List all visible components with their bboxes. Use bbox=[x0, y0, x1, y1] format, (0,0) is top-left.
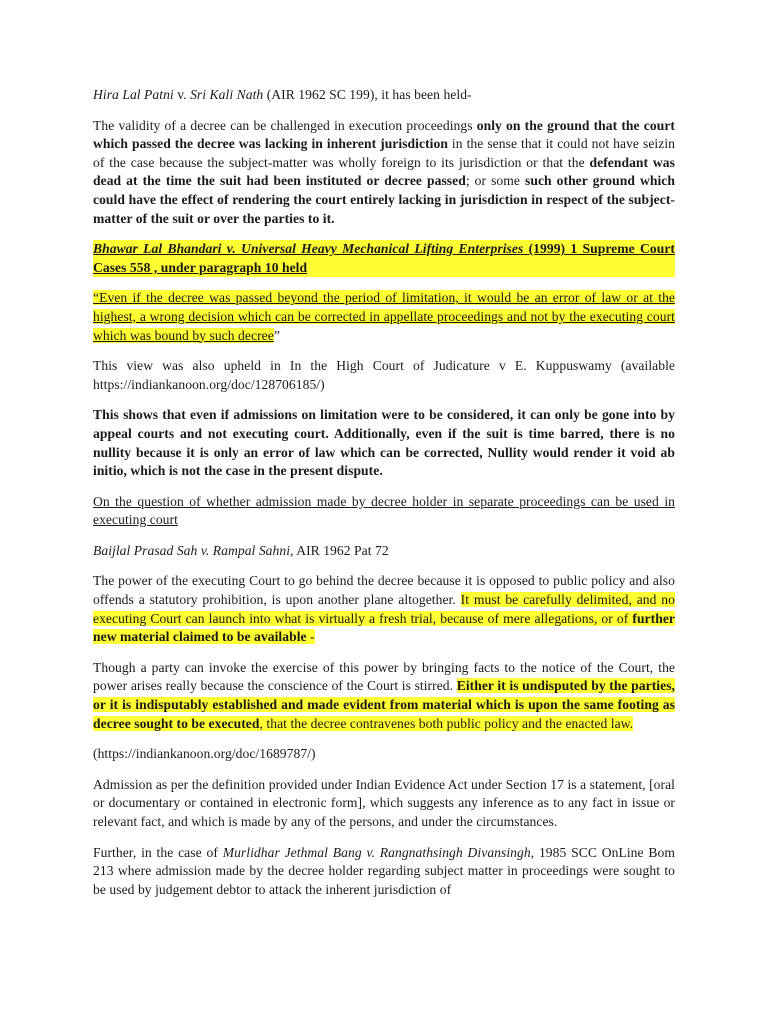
paragraph-quote-limitation bbox=[93, 289, 675, 345]
quote-text: Even if the decree was passed beyond the period of limitation, it would be an error of law or at the highest, a wrong decision which can be corrected in appellate proceedings and not by the executing court which was bound by such decree bbox=[93, 290, 675, 343]
paragraph-conscience-of-court bbox=[93, 659, 675, 733]
text-segment: Though a party can invoke the exercise of this power by bringing facts to the notice of the Court, the power arises really because the conscience of the Court is stirred. bbox=[93, 659, 675, 694]
highlighted-bold-segment: further new material claimed to be available bbox=[93, 610, 675, 645]
bold-segment: only on the ground that the court which passed the decree was lacking in inherent jurisdiction bbox=[93, 117, 675, 152]
case-name: Hira Lal Patni bbox=[93, 87, 174, 102]
case-name: Murlidhar Jethmal Bang v. Rangnathsingh Divansingh bbox=[222, 844, 531, 860]
paragraph-admission-definition bbox=[93, 776, 675, 832]
citation: (AIR 1962 SC 199), it has been held- bbox=[263, 87, 472, 102]
text-segment: Further, in the case of bbox=[93, 844, 223, 860]
text-segment: , 1985 SCC OnLine Bom 213 where admission made by the decree holder regarding subject matter in proceedings were sought to be used by judgement debtor to attack the inherent jurisdiction of bbox=[93, 844, 675, 897]
highlighted-segment: , that the decree contravenes both public policy and the enacted law. bbox=[259, 715, 634, 731]
paragraph-bhawar-lal-bhandari bbox=[93, 240, 675, 277]
versus: v. bbox=[173, 87, 191, 102]
paragraph-murlidhar-case bbox=[93, 844, 675, 900]
text-segment: Admission as per the definition provided under Indian Evidence Act under Section 17 is a statement, [oral or documentary or contained in electronic form], which suggests any inference as to any fact in issue or relevant fact, and which is made by any of the persons, and under the circumstances. bbox=[93, 776, 675, 829]
paragraph-baijlal-prasad bbox=[93, 542, 675, 561]
paragraph-question-heading bbox=[93, 493, 675, 530]
citation: (1999) 1 Supreme Court Cases 558 , under paragraph 10 held bbox=[93, 241, 675, 275]
text-segment: On the question of whether admission made by decree holder in separate proceedings can be used in executing court bbox=[93, 493, 675, 528]
case-name: Baijlal Prasad Sah v. Rampal Sahni, bbox=[93, 542, 294, 558]
case-party: Sri Kali Nath bbox=[190, 87, 264, 102]
paragraph-nullity-argument bbox=[93, 406, 675, 480]
text-segment: ; or some bbox=[465, 173, 525, 189]
text-segment: in the sense that it could not have seizin of the case because the subject-matter was wholly foreign to its jurisdiction or that the bbox=[93, 136, 675, 170]
highlighted-segment: It must be carefully delimited, and no executing Court can launch into what is virtually a fresh trial, because of mere allegations, or of bbox=[93, 592, 675, 626]
paragraph-kuppuswamy bbox=[93, 357, 675, 394]
bold-segment: such other ground which could have the effect of rendering the court entirely lacking in jurisdiction in respect of the subject-matter of the suit or over the parties to it. bbox=[93, 173, 675, 226]
highlighted-segment: - bbox=[306, 629, 315, 645]
text-segment: This shows that even if admissions on limitation were to be considered, it can only be gone into by appeal courts and not executing court. Additionally, even if the suit is time barred, there is no nullity because it is only an error of law which can be corrected, Nullity would render it void ab initio, which is not the case in the present dispute. bbox=[93, 407, 675, 479]
source-url[interactable]: (https://indiankanoon.org/doc/1689787/) bbox=[93, 746, 316, 762]
text-segment: The power of the executing Court to go behind the decree because it is opposed to public policy and also offends a statutory prohibition, is upon another plane altogether. bbox=[93, 573, 675, 608]
paragraph-executing-court-power bbox=[93, 572, 675, 646]
case-name: Bhawar Lal Bhandari v. Universal Heavy Mechanical Lifting Enterprises bbox=[93, 241, 524, 257]
paragraph-hira-lal-patni bbox=[93, 86, 675, 105]
quote-open: “ bbox=[93, 290, 100, 306]
text-segment: The validity of a decree can be challenged in execution proceedings bbox=[93, 117, 477, 133]
bold-segment: defendant was dead at the time the suit had been instituted or decree passed bbox=[93, 154, 675, 189]
quote-close: ” bbox=[273, 327, 280, 343]
citation: AIR 1962 Pat 72 bbox=[293, 542, 389, 558]
highlighted-bold-segment: Either it is undisputed by the parties, or it is indisputably established and made evident from material which is upon the same footing as decree sought to be executed bbox=[93, 678, 675, 731]
paragraph-source-link bbox=[93, 745, 675, 764]
text-segment: This view was also upheld in In the High Court of Judicature v E. Kuppuswamy (available https://indiankanoon.org/doc/128706185/) bbox=[93, 358, 675, 392]
paragraph-validity-of-decree bbox=[93, 117, 675, 229]
